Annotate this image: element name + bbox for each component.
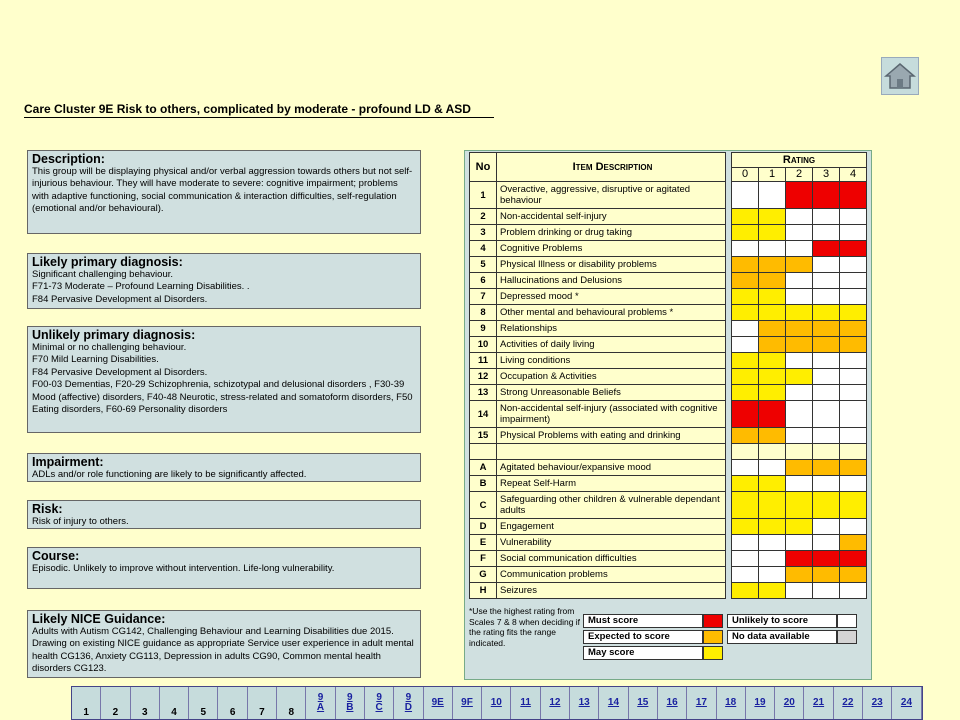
table-row bbox=[470, 273, 867, 289]
nav-link-9b[interactable]: 9B bbox=[336, 687, 365, 719]
rating-cell-2 bbox=[786, 289, 813, 305]
rating-label-3: 3 bbox=[813, 167, 840, 182]
rating-cell-2 bbox=[786, 519, 813, 535]
item-description: Physical Illness or disability problems bbox=[497, 257, 726, 273]
item-description: Engagement bbox=[497, 519, 726, 535]
nav-link-11[interactable]: 11 bbox=[511, 687, 540, 719]
rating-label-4: 4 bbox=[840, 167, 867, 182]
item-description: Non-accidental self-injury (associated with cognitive impairment) bbox=[497, 401, 726, 428]
rating-cell-4 bbox=[840, 476, 867, 492]
rating-cell-4 bbox=[840, 321, 867, 337]
rating-cell-2 bbox=[786, 225, 813, 241]
item-description: Depressed mood * bbox=[497, 289, 726, 305]
rating-cell-3 bbox=[813, 241, 840, 257]
nav-link-4[interactable]: 4 bbox=[160, 687, 189, 719]
rating-cell-0 bbox=[732, 209, 759, 225]
rating-cell-4 bbox=[840, 444, 867, 460]
nav-link-3[interactable]: 3 bbox=[131, 687, 160, 719]
rating-cell-4 bbox=[840, 492, 867, 519]
rating-cell-2 bbox=[786, 567, 813, 583]
impairment-text: ADLs and/or role functioning are likely to be significantly affected. bbox=[32, 469, 307, 480]
table-row bbox=[470, 337, 867, 353]
rating-cell-1 bbox=[759, 385, 786, 401]
item-number bbox=[470, 444, 497, 460]
description-heading: Description: bbox=[32, 152, 105, 166]
nav-link-24[interactable]: 24 bbox=[892, 687, 921, 719]
header-no: No bbox=[470, 153, 497, 182]
nav-link-9a[interactable]: 9A bbox=[306, 687, 335, 719]
unlikely-diagnosis-line: Minimal or no challenging behaviour. bbox=[32, 342, 187, 353]
rating-cell-4 bbox=[840, 289, 867, 305]
item-description: Safeguarding other children & vulnerable dependant adults bbox=[497, 492, 726, 519]
table-row bbox=[470, 551, 867, 567]
nav-link-9c[interactable]: 9C bbox=[365, 687, 394, 719]
legend-no-data: No data available bbox=[727, 630, 837, 644]
nav-link-12[interactable]: 12 bbox=[541, 687, 570, 719]
table-row bbox=[470, 428, 867, 444]
nice-guidance-text: Adults with Autism CG142, Challenging Behaviour and Learning Disabilities due 2015. Drawing on existing NICE guidance as appropriate Service user experience in adult mental health CG136, Anxiety CG113, Depression in adults CG90, Common mental health disorders CG123. bbox=[32, 626, 414, 675]
rating-cell-3 bbox=[813, 305, 840, 321]
table-row bbox=[470, 353, 867, 369]
likely-diagnosis-line: F84 Pervasive Development al Disorders. bbox=[32, 293, 208, 305]
legend-swatch-yellow bbox=[703, 646, 723, 660]
rating-cell-1 bbox=[759, 492, 786, 519]
rating-cell-0 bbox=[732, 305, 759, 321]
table-row bbox=[470, 401, 867, 428]
rating-cell-1 bbox=[759, 551, 786, 567]
nav-link-15[interactable]: 15 bbox=[629, 687, 658, 719]
item-number: 3 bbox=[470, 225, 497, 241]
nav-link-20[interactable]: 20 bbox=[775, 687, 804, 719]
rating-cell-2 bbox=[786, 257, 813, 273]
rating-cell-1 bbox=[759, 257, 786, 273]
rating-cell-3 bbox=[813, 460, 840, 476]
nav-link-5[interactable]: 5 bbox=[189, 687, 218, 719]
impairment-heading: Impairment: bbox=[32, 455, 104, 469]
rating-cell-3 bbox=[813, 289, 840, 305]
description-text: This group will be displaying physical and/or verbal aggression towards others but not self-injurious behaviour. They will have moderate to severe: cognitive impairment; problems with adaptive functioning, social communication & interaction difficulties, self-regulation (emotional and/or behavioural). bbox=[32, 166, 413, 215]
rating-cell-0 bbox=[732, 519, 759, 535]
unlikely-diagnosis-heading: Unlikely primary diagnosis: bbox=[32, 328, 196, 342]
course-box bbox=[27, 547, 421, 589]
rating-cell-1 bbox=[759, 225, 786, 241]
item-number: H bbox=[470, 583, 497, 599]
item-number: F bbox=[470, 551, 497, 567]
item-description: Non-accidental self-injury bbox=[497, 209, 726, 225]
nav-link-14[interactable]: 14 bbox=[599, 687, 628, 719]
unlikely-diagnosis-line: F84 Pervasive Development al Disorders. bbox=[32, 366, 208, 378]
impairment-box bbox=[27, 453, 421, 482]
legend-note: *Use the highest rating from Scales 7 & 8 when deciding if the rating fits the range indicated. bbox=[469, 606, 581, 648]
rating-cell-0 bbox=[732, 583, 759, 599]
rating-cell-3 bbox=[813, 476, 840, 492]
rating-cell-0 bbox=[732, 257, 759, 273]
rating-cell-1 bbox=[759, 519, 786, 535]
legend-swatch-orange bbox=[703, 630, 723, 644]
rating-cell-4 bbox=[840, 401, 867, 428]
rating-cell-2 bbox=[786, 305, 813, 321]
rating-cell-3 bbox=[813, 209, 840, 225]
rating-cell-0 bbox=[732, 353, 759, 369]
rating-cell-2 bbox=[786, 476, 813, 492]
rating-cell-1 bbox=[759, 460, 786, 476]
rating-cell-2 bbox=[786, 551, 813, 567]
nav-link-16[interactable]: 16 bbox=[658, 687, 687, 719]
header-rating: Rating bbox=[732, 153, 867, 168]
nav-link-19[interactable]: 19 bbox=[746, 687, 775, 719]
rating-cell-2 bbox=[786, 444, 813, 460]
rating-cell-3 bbox=[813, 273, 840, 289]
table-row bbox=[470, 567, 867, 583]
likely-diagnosis-heading: Likely primary diagnosis: bbox=[32, 255, 183, 269]
rating-cell-0 bbox=[732, 460, 759, 476]
rating-cell-3 bbox=[813, 492, 840, 519]
table-row bbox=[470, 460, 867, 476]
rating-cell-2 bbox=[786, 182, 813, 209]
nav-link-22[interactable]: 22 bbox=[834, 687, 863, 719]
rating-cell-1 bbox=[759, 583, 786, 599]
nav-link-9f[interactable]: 9F bbox=[453, 687, 482, 719]
item-number: 13 bbox=[470, 385, 497, 401]
rating-cell-4 bbox=[840, 369, 867, 385]
table-row bbox=[470, 289, 867, 305]
item-description: Repeat Self-Harm bbox=[497, 476, 726, 492]
rating-label-0: 0 bbox=[732, 167, 759, 182]
rating-cell-1 bbox=[759, 241, 786, 257]
table-row bbox=[470, 476, 867, 492]
nice-guidance-heading: Likely NICE Guidance: bbox=[32, 612, 166, 626]
rating-cell-0 bbox=[732, 337, 759, 353]
item-description: Physical Problems with eating and drinking bbox=[497, 428, 726, 444]
rating-cell-0 bbox=[732, 567, 759, 583]
rating-cell-2 bbox=[786, 401, 813, 428]
rating-cell-4 bbox=[840, 241, 867, 257]
rating-cell-4 bbox=[840, 428, 867, 444]
item-number: 9 bbox=[470, 321, 497, 337]
table-row bbox=[470, 385, 867, 401]
rating-cell-2 bbox=[786, 337, 813, 353]
rating-cell-3 bbox=[813, 385, 840, 401]
rating-cell-0 bbox=[732, 492, 759, 519]
table-row bbox=[470, 305, 867, 321]
item-number: A bbox=[470, 460, 497, 476]
rating-cell-2 bbox=[786, 428, 813, 444]
rating-cell-4 bbox=[840, 583, 867, 599]
nav-link-18[interactable]: 18 bbox=[717, 687, 746, 719]
item-description: Occupation & Activities bbox=[497, 369, 726, 385]
item-number: G bbox=[470, 567, 497, 583]
legend-swatch-white bbox=[837, 614, 857, 628]
rating-cell-1 bbox=[759, 369, 786, 385]
unlikely-diagnosis-line: F70 Mild Learning Disabilities. bbox=[32, 354, 159, 366]
item-description: Agitated behaviour/expansive mood bbox=[497, 460, 726, 476]
rating-cell-3 bbox=[813, 337, 840, 353]
nav-link-9e[interactable]: 9E bbox=[424, 687, 453, 719]
rating-cell-1 bbox=[759, 305, 786, 321]
item-number: 10 bbox=[470, 337, 497, 353]
rating-cell-0 bbox=[732, 369, 759, 385]
rating-cell-4 bbox=[840, 225, 867, 241]
rating-cell-0 bbox=[732, 401, 759, 428]
nav-link-23[interactable]: 23 bbox=[863, 687, 892, 719]
rating-cell-1 bbox=[759, 273, 786, 289]
legend-unlikely-score: Unlikely to score bbox=[727, 614, 837, 628]
likely-diagnosis-line: F71-73 Moderate – Profound Learning Disabilities. . bbox=[32, 281, 250, 293]
rating-cell-0 bbox=[732, 551, 759, 567]
rating-cell-1 bbox=[759, 209, 786, 225]
item-description: Living conditions bbox=[497, 353, 726, 369]
rating-cell-1 bbox=[759, 444, 786, 460]
rating-cell-2 bbox=[786, 460, 813, 476]
rating-cell-3 bbox=[813, 182, 840, 209]
legend-may-score: May score bbox=[583, 646, 703, 660]
rating-cell-1 bbox=[759, 428, 786, 444]
rating-cell-4 bbox=[840, 337, 867, 353]
rating-cell-3 bbox=[813, 428, 840, 444]
rating-cell-2 bbox=[786, 353, 813, 369]
table-row bbox=[470, 225, 867, 241]
rating-cell-4 bbox=[840, 519, 867, 535]
rating-cell-4 bbox=[840, 182, 867, 209]
rating-cell-1 bbox=[759, 353, 786, 369]
nav-link-10[interactable]: 10 bbox=[482, 687, 511, 719]
nav-link-9d[interactable]: 9D bbox=[394, 687, 423, 719]
rating-cell-1 bbox=[759, 182, 786, 209]
item-number: 14 bbox=[470, 401, 497, 428]
rating-cell-4 bbox=[840, 273, 867, 289]
rating-cell-3 bbox=[813, 257, 840, 273]
item-number: 11 bbox=[470, 353, 497, 369]
rating-cell-0 bbox=[732, 385, 759, 401]
rating-cell-0 bbox=[732, 273, 759, 289]
rating-cell-3 bbox=[813, 583, 840, 599]
rating-cell-0 bbox=[732, 428, 759, 444]
rating-cell-4 bbox=[840, 551, 867, 567]
rating-cell-0 bbox=[732, 444, 759, 460]
item-description: Hallucinations and Delusions bbox=[497, 273, 726, 289]
rating-cell-2 bbox=[786, 273, 813, 289]
table-row bbox=[470, 519, 867, 535]
home-icon bbox=[882, 58, 918, 94]
table-row bbox=[470, 492, 867, 519]
nav-link-8[interactable]: 8 bbox=[277, 687, 306, 719]
item-description: Activities of daily living bbox=[497, 337, 726, 353]
rating-cell-2 bbox=[786, 535, 813, 551]
item-number: 2 bbox=[470, 209, 497, 225]
table-row bbox=[470, 182, 867, 209]
table-row bbox=[470, 369, 867, 385]
rating-cell-4 bbox=[840, 353, 867, 369]
cluster-navigation-bar bbox=[71, 686, 923, 720]
nav-link-21[interactable]: 21 bbox=[804, 687, 833, 719]
legend-must-score: Must score bbox=[583, 614, 703, 628]
rating-cell-2 bbox=[786, 369, 813, 385]
item-description: Other mental and behavioural problems * bbox=[497, 305, 726, 321]
rating-cell-2 bbox=[786, 385, 813, 401]
rating-cell-3 bbox=[813, 225, 840, 241]
page-title: Care Cluster 9E Risk to others, complicated by moderate - profound LD & ASD bbox=[24, 102, 471, 116]
rating-label-2: 2 bbox=[786, 167, 813, 182]
rating-cell-1 bbox=[759, 476, 786, 492]
risk-text: Risk of injury to others. bbox=[32, 516, 129, 527]
item-description: Relationships bbox=[497, 321, 726, 337]
nice-guidance-box bbox=[27, 610, 421, 678]
description-box bbox=[27, 150, 421, 234]
course-text: Episodic. Unlikely to improve without intervention. Life-long vulnerability. bbox=[32, 563, 335, 574]
rating-cell-0 bbox=[732, 182, 759, 209]
rating-cell-0 bbox=[732, 476, 759, 492]
rating-cell-1 bbox=[759, 567, 786, 583]
rating-cell-4 bbox=[840, 305, 867, 321]
item-description: Social communication difficulties bbox=[497, 551, 726, 567]
item-description: Vulnerability bbox=[497, 535, 726, 551]
rating-cell-0 bbox=[732, 225, 759, 241]
item-description: Communication problems bbox=[497, 567, 726, 583]
nav-link-17[interactable]: 17 bbox=[687, 687, 716, 719]
legend-swatch-red bbox=[703, 614, 723, 628]
nav-link-7[interactable]: 7 bbox=[248, 687, 277, 719]
nav-link-6[interactable]: 6 bbox=[218, 687, 247, 719]
rating-cell-2 bbox=[786, 209, 813, 225]
rating-cell-1 bbox=[759, 321, 786, 337]
rating-cell-4 bbox=[840, 385, 867, 401]
course-heading: Course: bbox=[32, 549, 80, 563]
rating-label-1: 1 bbox=[759, 167, 786, 182]
rating-cell-3 bbox=[813, 369, 840, 385]
rating-cell-4 bbox=[840, 460, 867, 476]
rating-cell-1 bbox=[759, 401, 786, 428]
table-row bbox=[470, 257, 867, 273]
item-number: B bbox=[470, 476, 497, 492]
rating-cell-2 bbox=[786, 321, 813, 337]
item-rating-table bbox=[469, 152, 867, 599]
risk-heading: Risk: bbox=[32, 502, 63, 516]
table-row bbox=[470, 535, 867, 551]
rating-cell-0 bbox=[732, 289, 759, 305]
rating-cell-3 bbox=[813, 321, 840, 337]
item-number: 4 bbox=[470, 241, 497, 257]
item-number: 7 bbox=[470, 289, 497, 305]
rating-cell-2 bbox=[786, 583, 813, 599]
rating-cell-3 bbox=[813, 401, 840, 428]
item-number: 8 bbox=[470, 305, 497, 321]
rating-cell-3 bbox=[813, 519, 840, 535]
rating-cell-0 bbox=[732, 241, 759, 257]
rating-cell-4 bbox=[840, 257, 867, 273]
risk-box bbox=[27, 500, 421, 529]
rating-cell-4 bbox=[840, 209, 867, 225]
nav-link-13[interactable]: 13 bbox=[570, 687, 599, 719]
likely-diagnosis-box bbox=[27, 253, 421, 309]
title-underline bbox=[24, 117, 494, 118]
item-number: E bbox=[470, 535, 497, 551]
nav-link-2[interactable]: 2 bbox=[101, 687, 130, 719]
item-number: 6 bbox=[470, 273, 497, 289]
rating-cell-0 bbox=[732, 321, 759, 337]
likely-diagnosis-line: Significant challenging behaviour. bbox=[32, 269, 174, 280]
rating-cell-3 bbox=[813, 535, 840, 551]
rating-cell-2 bbox=[786, 241, 813, 257]
rating-cell-3 bbox=[813, 567, 840, 583]
item-description: Strong Unreasonable Beliefs bbox=[497, 385, 726, 401]
item-number: 12 bbox=[470, 369, 497, 385]
legend-swatch-grey bbox=[837, 630, 857, 644]
unlikely-diagnosis-line: F00-03 Dementias, F20-29 Schizophrenia, schizotypal and delusional disorders , F30-39 Mood (affective) disorders, F40-48 Neurotic, stress-related and somatoform disorders, F50 Eating disorders, F60-69 Personality disorders bbox=[32, 379, 413, 416]
rating-cell-4 bbox=[840, 535, 867, 551]
rating-cell-2 bbox=[786, 492, 813, 519]
rating-cell-4 bbox=[840, 567, 867, 583]
rating-cell-1 bbox=[759, 535, 786, 551]
item-description: Seizures bbox=[497, 583, 726, 599]
nav-link-1[interactable]: 1 bbox=[72, 687, 101, 719]
rating-cell-3 bbox=[813, 353, 840, 369]
item-description bbox=[497, 444, 726, 460]
item-description: Cognitive Problems bbox=[497, 241, 726, 257]
table-row bbox=[470, 321, 867, 337]
table-row bbox=[470, 241, 867, 257]
unlikely-diagnosis-box bbox=[27, 326, 421, 433]
rating-cell-1 bbox=[759, 289, 786, 305]
rating-cell-1 bbox=[759, 337, 786, 353]
table-row bbox=[470, 583, 867, 599]
item-description: Overactive, aggressive, disruptive or agitated behaviour bbox=[497, 182, 726, 209]
rating-cell-0 bbox=[732, 535, 759, 551]
item-number: 5 bbox=[470, 257, 497, 273]
legend-expected-score: Expected to score bbox=[583, 630, 703, 644]
item-number: 15 bbox=[470, 428, 497, 444]
rating-cell-3 bbox=[813, 551, 840, 567]
table-row bbox=[470, 209, 867, 225]
item-number: C bbox=[470, 492, 497, 519]
item-number: D bbox=[470, 519, 497, 535]
table-row bbox=[470, 444, 867, 460]
item-description: Problem drinking or drug taking bbox=[497, 225, 726, 241]
home-button[interactable] bbox=[881, 57, 919, 95]
header-item-description: Item Description bbox=[497, 153, 726, 182]
rating-cell-3 bbox=[813, 444, 840, 460]
legend bbox=[469, 606, 869, 670]
item-number: 1 bbox=[470, 182, 497, 209]
